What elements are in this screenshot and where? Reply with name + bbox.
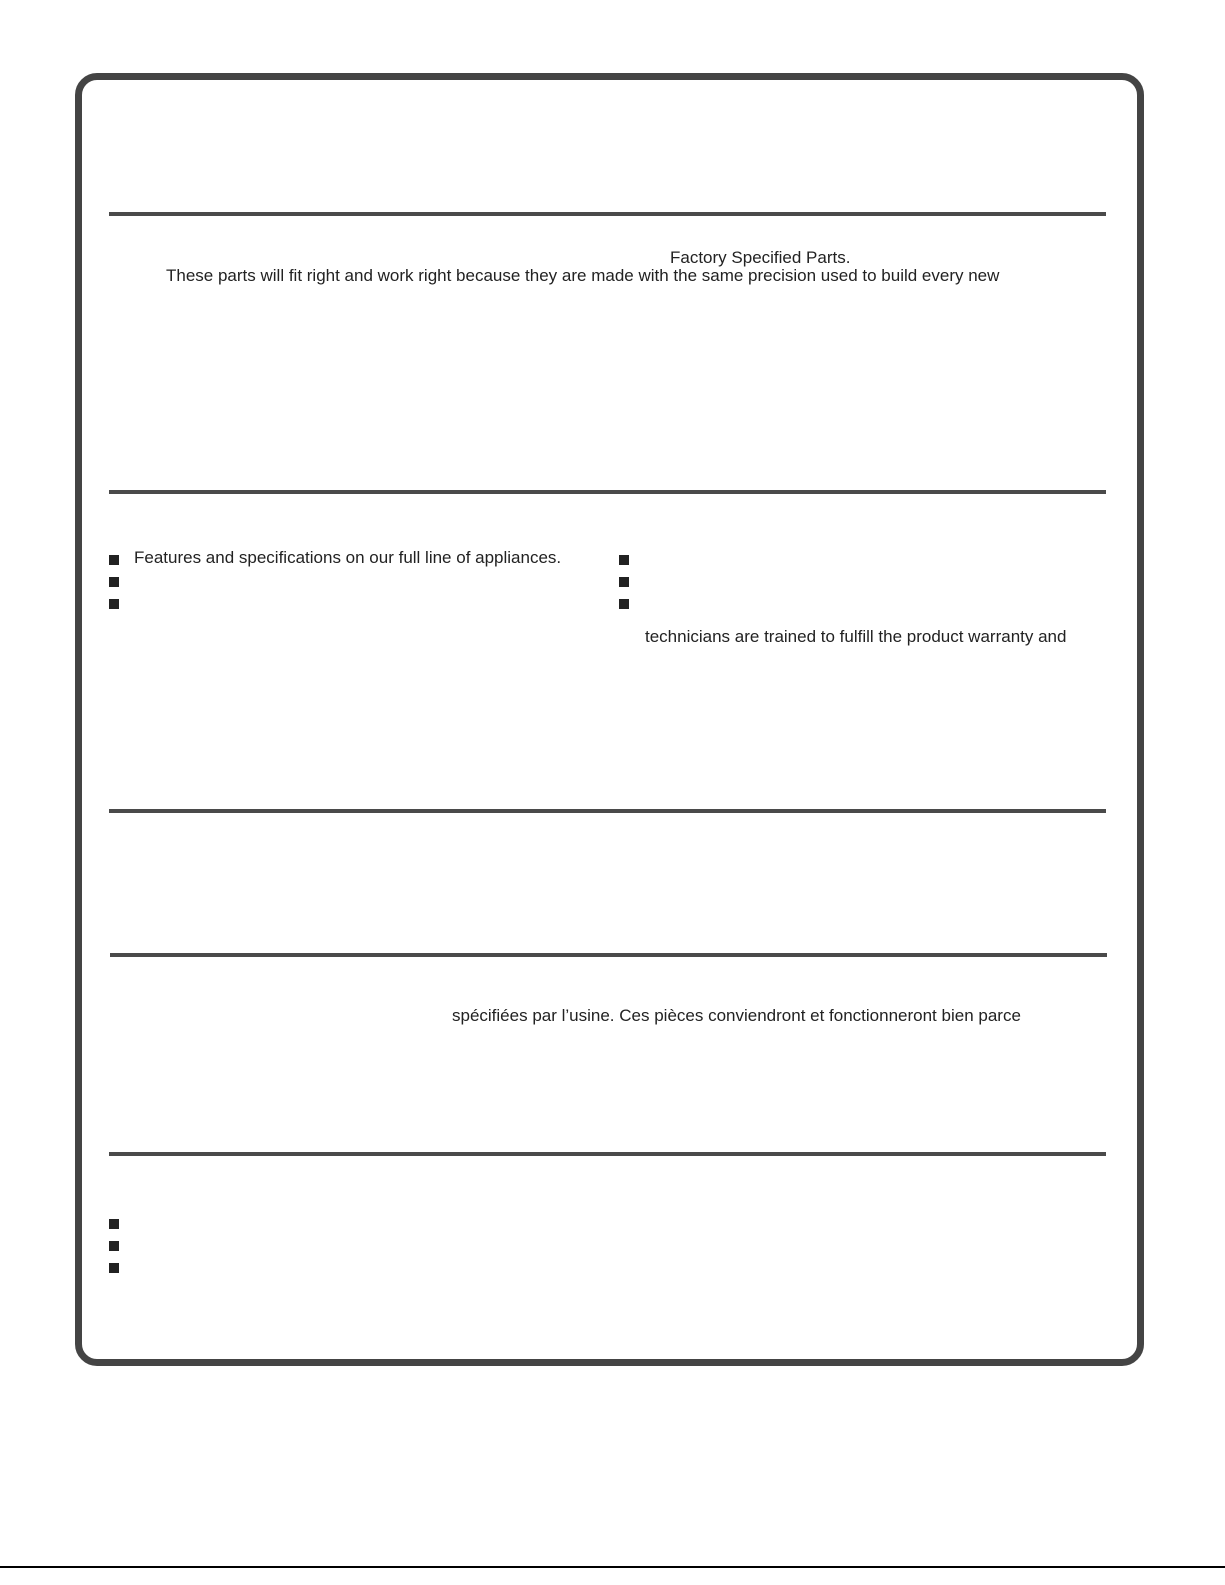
section-divider-1: [109, 212, 1106, 216]
page-bottom-border: [0, 1566, 1225, 1568]
bullet-marker: [619, 555, 629, 565]
section-divider-2: [109, 490, 1106, 494]
factory-parts-text: These parts will fit right and work right because they are made with the same precision used to build every new: [166, 266, 1000, 285]
bullet-marker: [109, 577, 119, 587]
french-parts-text: spécifiées par l’usine. Ces pièces conviendront et fonctionneront bien parce: [452, 1006, 1021, 1025]
list-item: Features and specifications on our full line of appliances.: [134, 548, 562, 567]
bullet-marker: [109, 1263, 119, 1273]
factory-parts-heading: Factory Specified Parts.: [670, 248, 851, 267]
bullet-marker: [109, 555, 119, 565]
bullet-marker: [619, 599, 629, 609]
bullet-marker: [109, 1241, 119, 1251]
section-divider-4: [110, 953, 1107, 957]
section-divider-5: [109, 1152, 1106, 1156]
bullet-marker: [619, 577, 629, 587]
bullet-marker: [109, 599, 119, 609]
section-divider-3: [109, 809, 1106, 813]
bullet-marker: [109, 1219, 119, 1229]
technicians-text: technicians are trained to fulfill the product warranty and: [645, 627, 1067, 646]
